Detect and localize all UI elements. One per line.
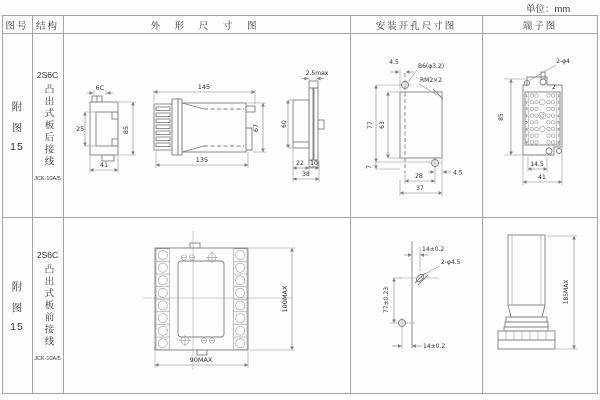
svg-text:4: 4 [557, 113, 560, 118]
pin-numbers-right [557, 94, 559, 145]
header-outline: 外 形 尺 寸 图 [150, 20, 263, 32]
column-divider [482, 15, 483, 393]
header-mounting: 安装开孔尺寸图 [375, 20, 457, 32]
type-note: JCK-10A/5 [34, 175, 61, 182]
slot-hole [415, 273, 428, 285]
dim-4.5-right: 4.5 [453, 169, 463, 177]
model-label: 2S6C [36, 249, 59, 260]
header-divider [2, 33, 597, 34]
svg-text:2: 2 [557, 100, 560, 105]
svg-text:7: 7 [525, 134, 528, 138]
terminal-circles [156, 249, 247, 350]
dim-25: 25 [76, 125, 85, 133]
column-divider [63, 15, 64, 393]
panel-plate [293, 81, 324, 167]
dim-185max: 185MAX [563, 279, 570, 305]
dim-38: 38 [302, 171, 310, 178]
dim-22: 22 [296, 160, 304, 167]
relay-on-socket [498, 235, 555, 349]
svg-text:6: 6 [557, 127, 560, 132]
hole-label: 2-φ4.5 [441, 259, 461, 266]
row2-structure [32, 218, 63, 393]
cutout-shape [400, 73, 443, 173]
dim-67: 67 [252, 123, 260, 133]
outline-long-side-drawing [148, 80, 273, 175]
fig-number: 15 [10, 140, 24, 153]
relay-side-profile [90, 96, 118, 161]
svg-text:4: 4 [525, 113, 528, 118]
dim-37: 37 [416, 185, 424, 192]
dim-6c: 6C [95, 84, 105, 92]
row1-structure [32, 34, 63, 217]
svg-text:8: 8 [557, 140, 560, 145]
dim-14-bottom: 14±0.2 [423, 343, 446, 350]
dim-63: 63 [379, 121, 386, 129]
svg-text:5: 5 [557, 120, 560, 125]
column-divider [350, 15, 351, 393]
socket-outline [523, 72, 562, 155]
thread-label: RM2×2 [420, 77, 443, 84]
header-terminal: 端子图 [522, 20, 558, 32]
dim-85: 85 [498, 113, 505, 121]
svg-text:7: 7 [557, 134, 560, 138]
structure-label: 凸出式板后接线 [42, 83, 54, 168]
svg-text:8: 8 [525, 140, 528, 145]
wire-mark: 2 [552, 84, 556, 91]
fig-char: 附 [11, 280, 23, 293]
dim-14.5: 14.5 [530, 161, 544, 168]
terminal-diagram-rear [490, 55, 598, 195]
dim-85: 85 [122, 125, 130, 135]
dim-135: 135 [195, 156, 209, 164]
dim-77: 77±0.23 [383, 286, 390, 314]
hole-label: 2-φ4 [556, 58, 570, 65]
header-fig-no: 图号 [5, 20, 29, 32]
dim-2.5max: 2.5max [305, 70, 329, 77]
dim-14-top: 14±0.2 [422, 246, 445, 253]
dim-60: 60 [281, 120, 288, 128]
outline-front-view-drawing [140, 228, 305, 373]
mounting-holes-drawing [375, 233, 480, 363]
unit-label: 单位：mm [525, 4, 571, 15]
svg-text:3: 3 [557, 107, 560, 112]
fig-char: 图 [11, 301, 23, 314]
dim-7: 7 [366, 165, 373, 169]
outline-side-profile-drawing [75, 82, 145, 182]
svg-text:2: 2 [525, 100, 528, 105]
row1-fig-no [2, 34, 32, 217]
outline-plate-drawing [283, 68, 349, 188]
dim-4.5-top: 4.5 [389, 59, 399, 66]
relay-long-side [154, 99, 255, 155]
structure-label: 凸出式板前接线 [42, 263, 54, 348]
fig-char: 图 [11, 121, 23, 134]
svg-text:1: 1 [525, 93, 528, 98]
row2-fig-no [2, 218, 32, 393]
screws [179, 252, 218, 347]
fig-number: 15 [10, 320, 24, 333]
mounting-cutout-drawing [360, 55, 482, 203]
terminal-pins [530, 94, 554, 144]
svg-text:1: 1 [557, 93, 560, 98]
type-note: JCK-10A/5 [34, 355, 61, 362]
pin-numbers-left [526, 94, 528, 145]
dim-90max: 90MAX [189, 356, 213, 364]
fig-char: 附 [11, 100, 23, 113]
dim-10: 10 [310, 160, 318, 167]
svg-text:6: 6 [525, 127, 528, 132]
dim-77: 77 [367, 121, 374, 129]
dim-145: 145 [197, 83, 211, 91]
svg-text:5: 5 [525, 120, 528, 125]
dim-41: 41 [538, 174, 546, 181]
dim-41: 41 [99, 161, 109, 169]
svg-text:3: 3 [525, 107, 528, 112]
terminal-diagram-side [492, 212, 592, 357]
hole-label: B6(φ3.2) [418, 63, 445, 70]
dim-28: 28 [415, 173, 423, 180]
model-label: 2S6C [36, 69, 59, 80]
header-structure: 结构 [35, 20, 59, 32]
dim-100max: 100MAX [281, 285, 289, 313]
